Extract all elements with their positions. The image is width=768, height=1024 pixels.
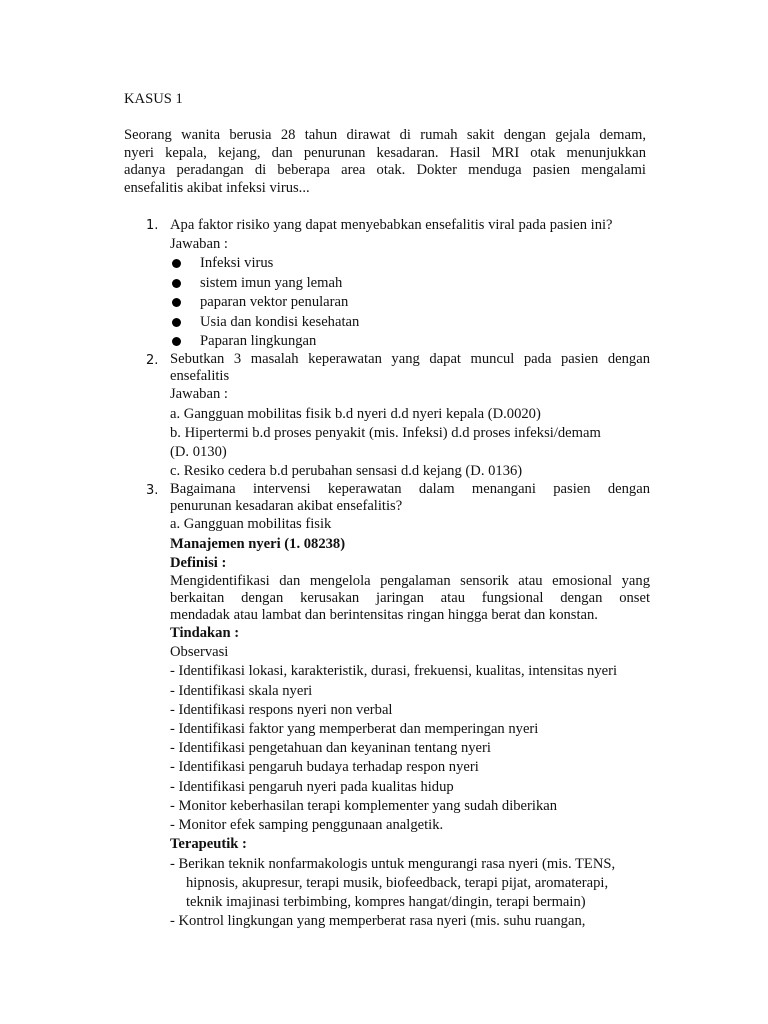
intervention-title: Manajemen nyeri (1. 08238) (170, 535, 346, 552)
intro-line: nyeri kepala, kejang, dan penurunan kesadaran. Hasil MRI otak menunjukkan (124, 144, 646, 161)
case-heading: KASUS 1 (124, 91, 183, 107)
observation-item: - Identifikasi lokasi, karakteristik, durasi, frekuensi, kualitas, intensitas nyeri (170, 663, 618, 680)
question-number: 1. (146, 218, 159, 233)
question-text: Apa faktor risiko yang dapat menyebabkan ensefalitis viral pada pasien ini? (170, 217, 613, 233)
therapeutic-item (170, 855, 650, 912)
list-item-text: Paparan lingkungan (200, 333, 317, 350)
question-line: ensefalitis (170, 368, 230, 385)
answer-label: Jawaban : (170, 236, 228, 253)
definition-line: berkaitan dengan kerusakan jaringan atau fungsional dengan onset (170, 590, 650, 607)
observation-item: - Monitor keberhasilan terapi komplementer yang sudah diberikan (170, 797, 558, 814)
question-line: Sebutkan 3 masalah keperawatan yang dapat muncul pada pasien dengan (170, 351, 650, 368)
list-item (170, 332, 650, 351)
therapeutic-line: - Berikan teknik nonfarmakologis untuk mengurangi rasa nyeri (mis. TENS, (170, 855, 616, 872)
list-item-text: Infeksi virus (200, 255, 274, 272)
list-item-text: sistem imun yang lemah (200, 274, 343, 291)
question-1 (146, 216, 650, 351)
bullet-icon (172, 318, 181, 327)
risk-factor-list (170, 254, 650, 351)
answer-line: b. Hipertermi b.d proses penyakit (mis. Infeksi) d.d proses infeksi/demam (170, 424, 601, 441)
observation-item: - Identifikasi respons nyeri non verbal (170, 701, 393, 718)
question-number: 2. (146, 353, 159, 369)
observation-item: - Identifikasi pengaruh nyeri pada kualitas hidup (170, 778, 454, 795)
observation-label: Observasi (170, 644, 229, 661)
intro-line: adanya peradangan di beberapa area otak. Dokter menduga pasien mengalami (124, 162, 646, 179)
intro-line: ensefalitis akibat infeksi virus... (124, 179, 310, 196)
bullet-icon (172, 259, 181, 268)
actions-label: Tindakan : (170, 625, 240, 642)
observation-item: - Monitor efek samping penggunaan analgetik. (170, 817, 444, 834)
definition-text (170, 573, 650, 624)
list-item (170, 293, 650, 312)
observation-item: - Identifikasi pengetahuan dan keyaninan tentang nyeri (170, 740, 491, 757)
answer-label: Jawaban : (170, 386, 228, 403)
question-number: 3. (146, 483, 159, 499)
list-item (170, 313, 650, 332)
sub-heading: a. Gangguan mobilitas fisik (170, 516, 332, 533)
question-line: penurunan kesadaran akibat ensefalitis? (170, 498, 403, 515)
question-line: Bagaimana intervensi keperawatan dalam menangani pasien dengan (170, 481, 650, 498)
list-item (170, 274, 650, 293)
question-2 (146, 351, 650, 481)
definition-line: Mengidentifikasi dan mengelola pengalaman sensorik atau emosional yang (170, 573, 650, 590)
question-text (170, 481, 650, 515)
therapeutic-line: hipnosis, akupresur, terapi musik, biofeedback, terapi pijat, aromaterapi, (186, 874, 609, 891)
list-item (170, 254, 650, 273)
case-description (124, 127, 646, 197)
therapeutic-line: teknik imajinasi terbimbing, kompres hangat/dingin, terapi bermain) (186, 893, 586, 910)
bullet-icon (172, 279, 181, 288)
answer-line: (D. 0130) (170, 444, 227, 461)
list-item-text: paparan vektor penularan (200, 294, 349, 311)
answer-line: c. Resiko cedera b.d perubahan sensasi d.d kejang (D. 0136) (170, 463, 523, 480)
bullet-icon (172, 298, 181, 307)
question-list (146, 216, 650, 931)
answer-line: a. Gangguan mobilitas fisik b.d nyeri d.d nyeri kepala (D.0020) (170, 405, 541, 422)
intro-line: Seorang wanita berusia 28 tahun dirawat di rumah sakit dengan gejala demam, (124, 127, 646, 143)
definition-line: mendadak atau lambat dan berintensitas ringan hingga berat dan konstan. (170, 607, 598, 624)
therapeutic-label: Terapeutik : (170, 836, 247, 853)
bullet-icon (172, 337, 181, 346)
question-text (170, 351, 650, 385)
observation-item: - Identifikasi skala nyeri (170, 682, 313, 699)
observation-item: - Identifikasi pengaruh budaya terhadap respon nyeri (170, 759, 479, 776)
observation-item: - Identifikasi faktor yang memperberat dan memperingan nyeri (170, 721, 539, 738)
definition-label: Definisi : (170, 554, 227, 571)
list-item-text: Usia dan kondisi kesehatan (200, 313, 360, 330)
therapeutic-item: - Kontrol lingkungan yang memperberat rasa nyeri (mis. suhu ruangan, (170, 912, 586, 929)
question-3 (146, 481, 650, 930)
